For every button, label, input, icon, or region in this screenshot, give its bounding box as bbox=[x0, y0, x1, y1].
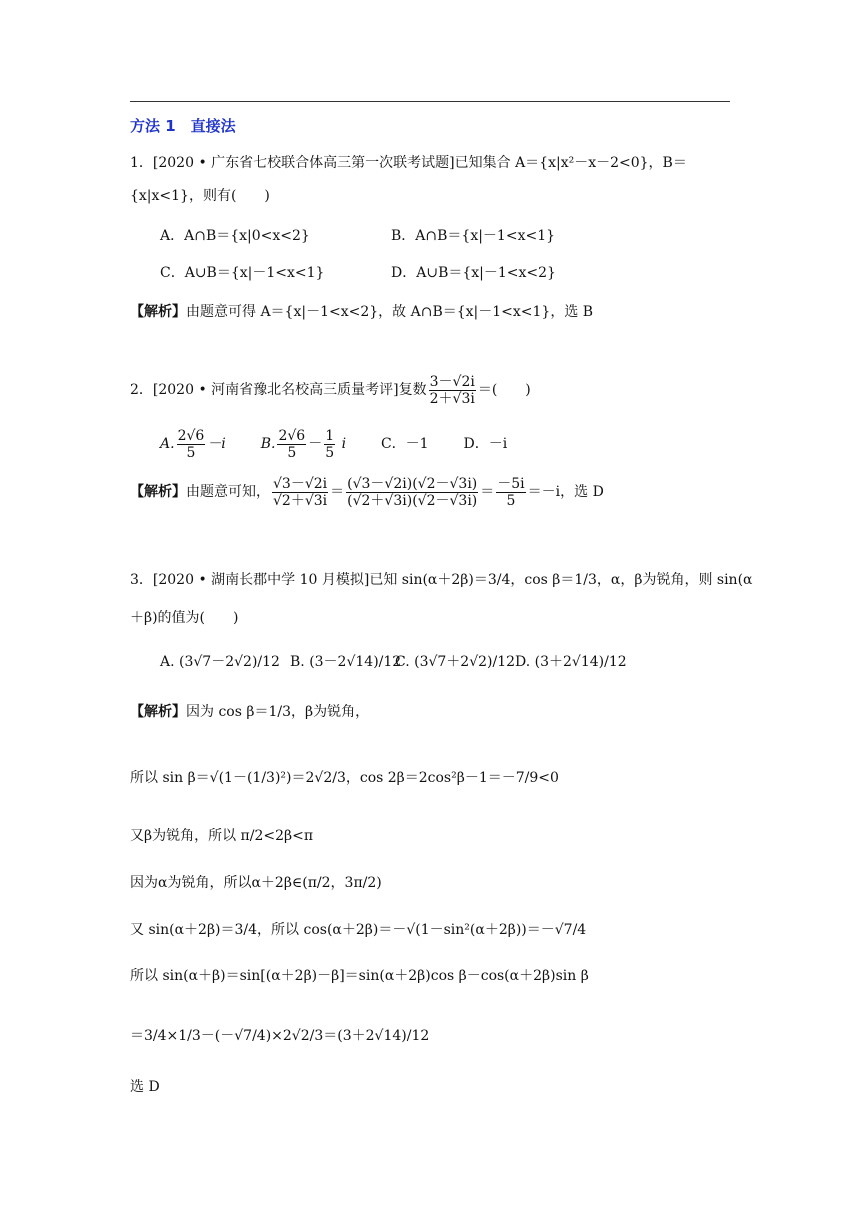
q3-solution-line6: 所以 sin(α＋β)＝sin[(α＋2β)－β]＝sin(α＋2β)cos β－cos(α＋2β)sin β bbox=[130, 968, 589, 984]
header-rule bbox=[130, 101, 730, 102]
q2-sol-frac1-den: √2＋√3i bbox=[273, 492, 328, 509]
solution-label: 【解析】 bbox=[130, 704, 186, 720]
q1-stem-line1: 1．[2020 • 广东省七校联合体高三第一次联考试题]已知集合 A＝{x|x²－x－2<0}，B＝ bbox=[130, 155, 687, 171]
section-heading: 方法 1 直接法 bbox=[130, 117, 236, 135]
q3-solution-line1 bbox=[130, 702, 369, 722]
q1-solution bbox=[130, 302, 593, 322]
q3-option-d: D. (3＋2√14)/12 bbox=[515, 654, 627, 670]
q1-option-d: D．A∪B＝{x|－1<x<2} bbox=[391, 265, 556, 281]
q2-option-a-tail: －i bbox=[207, 436, 226, 452]
q3-solution-line3: 又β为锐角，所以 π/2<2β<π bbox=[130, 828, 314, 844]
q2-option-a-label: A. bbox=[160, 436, 175, 452]
q1-solution-text: 由题意可得 A＝{x|－1<x<2}，故 A∩B＝{x|－1<x<1}，选 B bbox=[186, 304, 594, 320]
q2-sol-frac2-den: (√2＋√3i)(√2－√3i) bbox=[347, 492, 478, 509]
q2-stem bbox=[130, 370, 531, 410]
q2-option-d: D．－i bbox=[463, 436, 508, 452]
q2-option-b-den2: 5 bbox=[325, 444, 335, 461]
q2-solution: 【解析】由题意可知， $\frac{√3-√2i}{√2+√3i}$ ＝ $\frac{(√3-√2i)(√2-√3i)}{(√2+√3i)(√2-√3i)}$ ＝ $\frac{-5i}{5}$ ＝－i，选 D bbox=[130, 475, 604, 509]
q3-option-b: B. (3－2√14)/12 bbox=[290, 654, 402, 670]
q2-stem-denominator: 2＋√3i bbox=[429, 390, 475, 407]
q2-option-b-tail: i bbox=[341, 436, 347, 452]
q2-sol-frac1-num: √3－√2i bbox=[273, 475, 328, 492]
q1-stem-line2: {x|x<1}，则有( ) bbox=[130, 188, 270, 204]
q2-sol-frac1 bbox=[272, 476, 328, 509]
q3-option-a: A. (3√7－2√2)/12 bbox=[160, 654, 280, 670]
q2-stem-prefix: 2．[2020 • 河南省豫北名校高三质量考评]复数 bbox=[130, 382, 427, 398]
q3-solution-line2: 所以 sin β＝√(1－(1/3)²)＝2√2/3，cos 2β＝2cos²β－1＝－7/9<0 bbox=[130, 770, 559, 786]
q2-option-b-label: B. bbox=[260, 436, 276, 452]
q2-option-a-den: 5 bbox=[186, 444, 196, 461]
q3-solution-line8: 选 D bbox=[130, 1079, 160, 1095]
q1-option-a: A．A∩B＝{x|0<x<2} bbox=[160, 228, 310, 244]
q3-solution-line7: ＝3/4×1/3－(－√7/4)×2√2/3＝(3＋2√14)/12 bbox=[130, 1028, 430, 1044]
q2-options bbox=[160, 424, 507, 464]
q2-solution-suffix: ＝－i，选 D bbox=[527, 484, 604, 500]
q3-solution-line5: 又 sin(α＋2β)＝3/4，所以 cos(α＋2β)＝－√(1－sin²(α＋2β))＝－√7/4 bbox=[130, 922, 587, 938]
q2-option-a-num: 2√6 bbox=[177, 427, 205, 444]
q2-option-a-fraction bbox=[177, 428, 206, 461]
solution-label: 【解析】 bbox=[130, 484, 186, 500]
q2-option-b-frac2 bbox=[324, 428, 335, 461]
q2-stem-numerator: 3－√2i bbox=[429, 373, 475, 390]
q2-sol-frac2 bbox=[346, 476, 478, 509]
q2-solution-prefix: 由题意可知， bbox=[186, 484, 270, 500]
q2-sol-frac3-num: －5i bbox=[497, 475, 525, 492]
q1-option-b: B．A∩B＝{x|－1<x<1} bbox=[391, 228, 556, 244]
q2-option-b-num1: 2√6 bbox=[278, 427, 306, 444]
q2-sol-frac2-num: (√3－√2i)(√2－√3i) bbox=[347, 475, 478, 492]
q1-option-c: C．A∪B＝{x|－1<x<1} bbox=[160, 265, 325, 281]
q2-option-b-frac1 bbox=[277, 428, 306, 461]
q2-option-c: C．－1 bbox=[380, 436, 429, 452]
q3-stem-line1: 3．[2020 • 湖南长郡中学 10 月模拟]已知 sin(α＋2β)＝3/4，cos β＝1/3，α，β为锐角，则 sin(α bbox=[130, 572, 753, 588]
q2-option-b-num2: 1 bbox=[325, 427, 335, 444]
q2-option-b-minus: － bbox=[308, 436, 323, 452]
q3-option-c: C. (3√7＋2√2)/12 bbox=[395, 654, 516, 670]
q2-sol-frac3 bbox=[496, 476, 525, 509]
q2-stem-suffix: ＝( ) bbox=[477, 382, 531, 398]
q3-stem-line2: ＋β)的值为( ) bbox=[130, 610, 239, 626]
q3-solution-text-1: 因为 cos β＝1/3，β为锐角， bbox=[186, 704, 370, 720]
solution-label: 【解析】 bbox=[130, 304, 186, 320]
q2-sol-frac3-den: 5 bbox=[506, 492, 516, 509]
q2-option-b-den1: 5 bbox=[287, 444, 297, 461]
q2-stem-fraction bbox=[429, 374, 476, 407]
q3-solution-line4: 因为α为锐角，所以α＋2β∈(π/2，3π/2) bbox=[130, 875, 382, 891]
